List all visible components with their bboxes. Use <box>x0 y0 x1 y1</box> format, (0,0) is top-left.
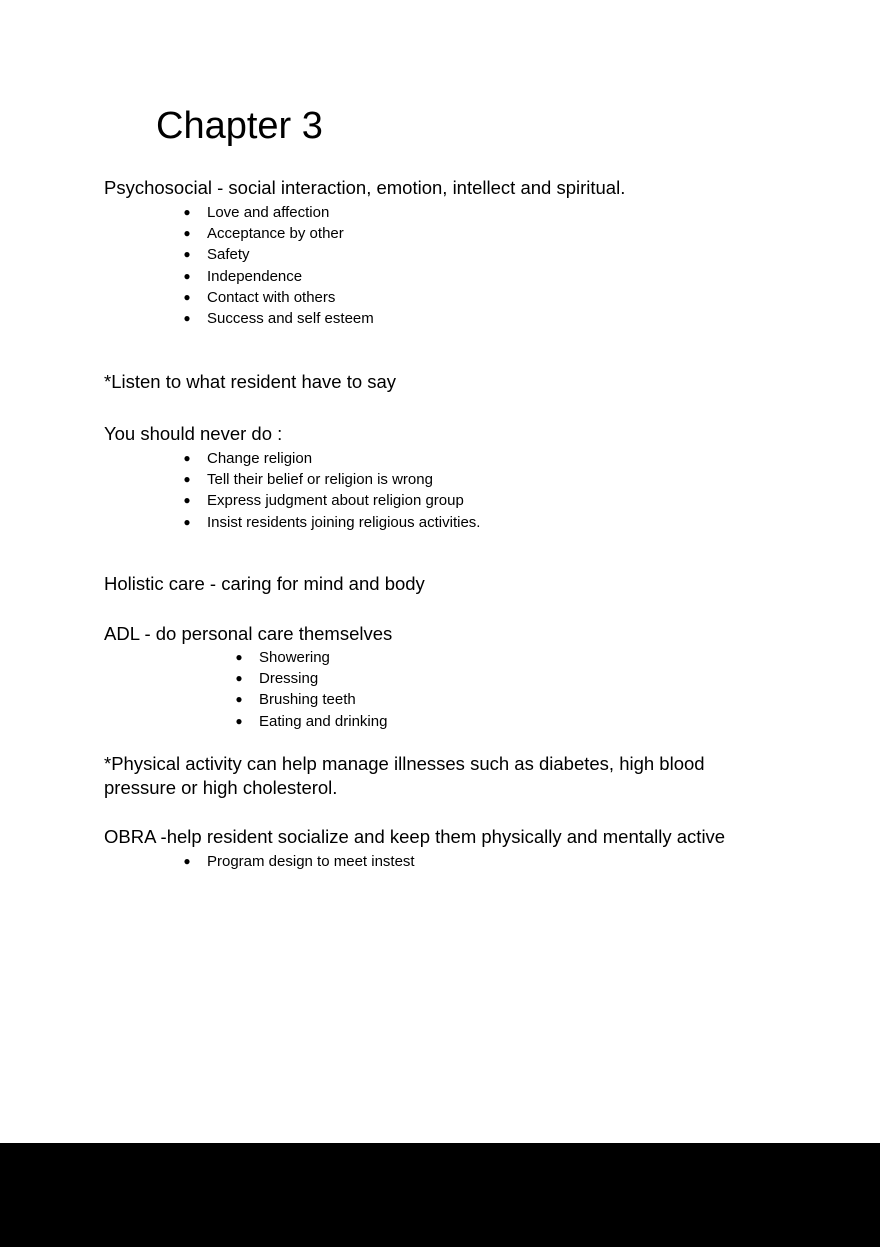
list-item: ● Brushing teeth <box>233 689 387 710</box>
bottom-black-band <box>0 1143 880 1247</box>
list-item: ● Express judgment about religion group <box>181 490 480 511</box>
psychosocial-needs-list <box>181 202 374 329</box>
bullet-icon: ● <box>183 247 191 262</box>
list-item: ● Tell their belief or religion is wrong <box>181 469 480 490</box>
bullet-icon: ● <box>235 713 243 728</box>
list-item: ● Program design to meet instest <box>181 851 415 872</box>
page-title: Chapter 3 <box>156 105 323 147</box>
bullet-icon: ● <box>183 205 191 219</box>
bullet-icon: ● <box>183 451 191 465</box>
physical-activity-note: *Physical activity can help manage illnesses such as diabetes, high blood pressure or high cholesterol. <box>104 753 705 798</box>
adl-heading: ADL - do personal care themselves <box>104 623 393 644</box>
list-item: ● Insist residents joining religious activities. <box>181 512 480 533</box>
obra-list <box>181 851 415 872</box>
holistic-care-heading: Holistic care - caring for mind and body <box>104 573 425 594</box>
list-item: ● Success and self esteem <box>181 308 374 329</box>
bullet-icon: ● <box>235 650 243 664</box>
list-item: ● Acceptance by other <box>181 223 374 244</box>
bullet-icon: ● <box>235 692 243 707</box>
list-item: ● Contact with others <box>181 287 374 308</box>
bullet-icon: ● <box>183 472 191 487</box>
bullet-icon: ● <box>183 311 191 326</box>
list-item: ● Change religion <box>181 448 480 469</box>
never-do-heading: You should never do : <box>104 423 283 444</box>
list-item: ● Independence <box>181 266 374 287</box>
psychosocial-heading: Psychosocial - social interaction, emotion, intellect and spiritual. <box>104 177 626 198</box>
bullet-icon: ● <box>183 854 191 868</box>
obra-heading: OBRA -help resident socialize and keep them physically and mentally active <box>104 826 726 847</box>
bullet-icon: ● <box>235 671 243 686</box>
list-item: ● Showering <box>233 647 387 668</box>
list-item: ● Dressing <box>233 668 387 689</box>
adl-list <box>233 647 387 732</box>
never-do-list <box>181 448 480 533</box>
listen-note: *Listen to what resident have to say <box>104 371 397 392</box>
list-item: ● Love and affection <box>181 202 374 223</box>
bullet-icon: ● <box>183 493 191 508</box>
bullet-icon: ● <box>183 289 191 304</box>
list-item: ● Eating and drinking <box>233 711 387 732</box>
bullet-icon: ● <box>183 514 191 529</box>
bullet-icon: ● <box>183 226 191 241</box>
list-item: ● Safety <box>181 244 374 265</box>
bullet-icon: ● <box>183 268 191 283</box>
